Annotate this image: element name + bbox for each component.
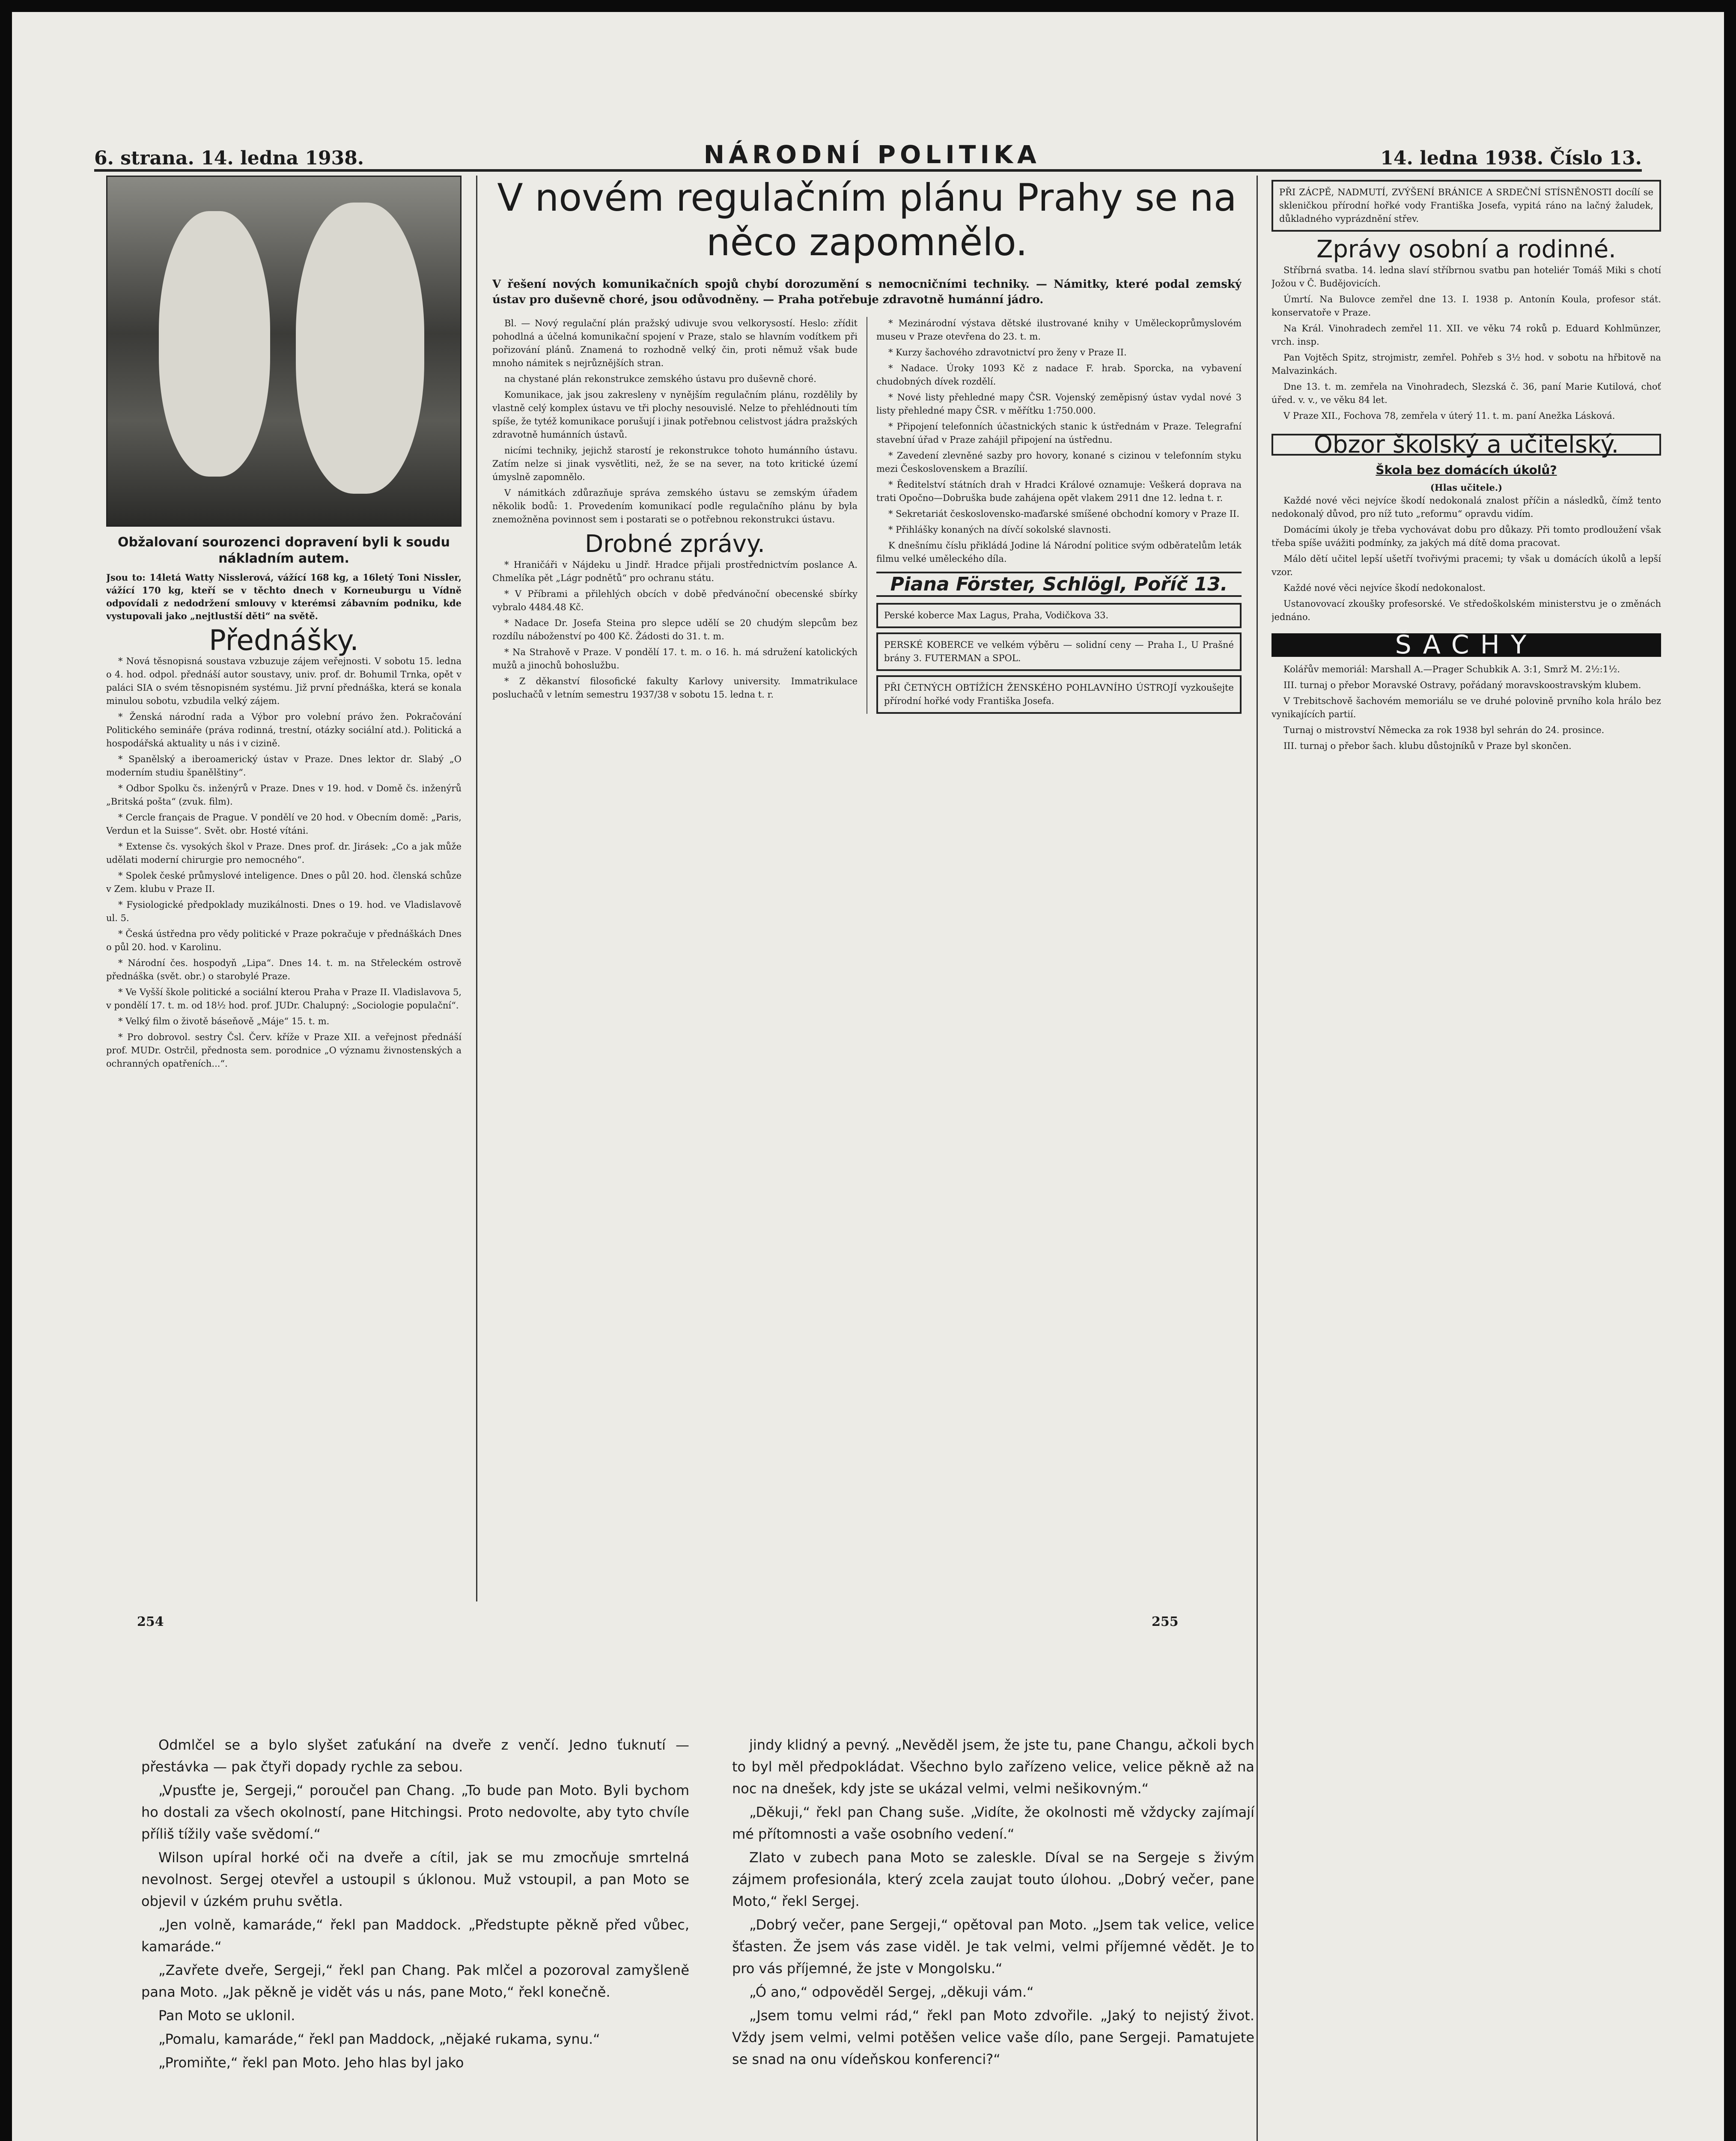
news-item: * Zavedení zlevněné sazby pro hovory, konané s cizinou v telefonním styku mezi Československem a Brazílií. bbox=[876, 450, 1242, 474]
lecture-item: * Ženská národní rada a Výbor pro volební právo žen. Pokračování Politického semináře (práva rodinná, trestní, otázky sociální atd.). Politická a hospodářská aktuality u nás i v cizině. bbox=[106, 712, 462, 748]
personal-item: Na Král. Vinohradech zemřel 11. XII. ve věku 74 roků p. Eduard Kohlmünzer, vrch. insp. bbox=[1271, 323, 1661, 347]
novel-paragraph: „Děkuji,“ řekl pan Chang suše. „Vidíte, že okolnosti mě vždycky zajímají mé přítomnosti a vaše osobního vedení.“ bbox=[732, 1804, 1254, 1842]
novel-paragraph: jindy klidný a pevný. „Nevěděl jsem, že jste tu, pane Changu, ačkoli bych to byl měl předpokládat. Všechno bylo zařízeno velice, velice pěkně až na noc na dnešek, kdy jste se ukázal velmi, velmi nešikovným.“ bbox=[732, 1737, 1254, 1797]
news-item: * Kurzy šachového zdravotnictví pro ženy v Praze II. bbox=[888, 347, 1127, 358]
lecture-item: * Cercle français de Prague. V pondělí ve 20 hod. v Obecním domě: „Paris, Verdun et la Suisse“. Svět. obr. Hosté vítáni. bbox=[106, 812, 462, 836]
news-item: * Ředitelství státních drah v Hradci Králové oznamuje: Veškerá doprava na trati Opočno—Dobruška bude zahájena opět vlakem 2911 dne 12. ledna t. r. bbox=[876, 480, 1242, 503]
news-item: * Sekretariát československo-maďarské smíšené obchodní komory v Praze II. bbox=[888, 509, 1239, 519]
photo-figure-left bbox=[159, 211, 270, 477]
chess-section-title: ŠACHY bbox=[1271, 633, 1661, 657]
lecture-item: * Spanělský a iberoamerický ústav v Praze. Dnes lektor dr. Slabý „O moderním studiu španělštiny“. bbox=[106, 754, 462, 778]
news-photo bbox=[106, 176, 462, 527]
lectures-list bbox=[106, 655, 462, 1070]
advert-box: PERSKÉ KOBERCE ve velkém výběru — solidní ceny — Praha I., U Prašné brány 3. FUTERMAN a SPOL. bbox=[876, 632, 1242, 671]
news-item: * Připojení telefonních účastnických stanic k ústřednám v Praze. Telegrafní stavební úřad v Praze zahájil připojení na ústřednu. bbox=[876, 421, 1242, 445]
news-item: * Z děkanství filosofické fakulty Karlovy university. Immatrikulace posluchačů v letním semestru 1937/38 v sobotu 15. ledna t. r. bbox=[492, 676, 858, 700]
section-lectures-title: Přednášky. bbox=[209, 624, 359, 657]
lecture-item: * Fysiologické předpoklady muzikálnosti. Dnes o 19. hod. ve Vladislavově ul. 5. bbox=[106, 900, 462, 923]
main-article-lead: V řešení nových komunikačních spojů chybí dorozumění s nemocničními techniky. — Námitky, které podal zemský ústav pro duševně choré, jsou odůvodněny. — Praha potřebuje zdravotně humánní jádro. bbox=[492, 278, 1242, 306]
news-item: * Nadace Dr. Josefa Steina pro slepce udělí se 20 chudým slepcům bez rozdílu náboženství po 400 Kč. Žádosti do 31. t. m. bbox=[492, 618, 858, 641]
novel-paragraph: „Dobrý večer, pane Sergeji,“ opětoval pan Moto. „Jsem tak velice, velice šťasten. Že jsem vás zase viděl. Je tak velmi, velmi příjemné vědět. Je to pro vás příjemné, že jste v Mongolsku.“ bbox=[732, 1917, 1254, 1977]
header-right bbox=[1380, 147, 1642, 169]
advert-box: Perské koberce Max Lagus, Praha, Vodičkova 33. bbox=[876, 603, 1242, 628]
school-paragraph: Málo dětí učitel lepší ušetří tvořivými pracemi; ty však u domácích úkolů a lepší vzor. bbox=[1271, 554, 1661, 577]
header-date-right: 14. ledna 1938. bbox=[1380, 147, 1544, 169]
serial-novel-left bbox=[141, 1734, 689, 2075]
news-item: * Na Strahově v Praze. V pondělí 17. t. m. o 16. h. má sdružení katolických mužů a jinochů bohoslužbu. bbox=[492, 647, 858, 671]
page-number-right: 255 bbox=[1152, 1614, 1179, 1629]
column-rule bbox=[1257, 176, 1258, 2141]
article-paragraph: nicími techniky, jejichž starostí je rekonstrukce tohoto humánního ústavu. Zatím nelze si jinak vysvětliti, než, že se na sever, na toto kritické území úmyslně zapomnělo. bbox=[492, 445, 858, 482]
advert-box: PŘI ČETNÝCH OBTÍŽÍCH ŽENSKÉHO POHLAVNÍHO ÚSTROJÍ vyzkoušejte přírodní hořké vody Františka Josefa. bbox=[876, 675, 1242, 714]
masthead: NÁRODNÍ POLITIKA bbox=[703, 140, 1041, 169]
top-right-advert: PŘI ZÁCPĚ, NADMUTÍ, ZVÝŠENÍ BRÁNICE A SRDEČNÍ STÍSNĚNOSTI docílí se skleničkou přírodní hořké vody Františka Josefa, vypitá ráno na lačný žaludek, důkladného vyprázdnění střev. bbox=[1271, 180, 1661, 232]
lecture-item: * Nová těsnopisná soustava vzbuzuje zájem veřejnosti. V sobotu 15. ledna o 4. hod. odpol. přednáší autor soustavy, univ. prof. dr. Bohumil Trnka, opět v paláci SIA o svém těsnopisném systému. Již první přednáška, která se konala minulou sobotu, vzbudila velký zájem. bbox=[106, 656, 462, 706]
article-paragraph: V námitkách zdůrazňuje správa zemského ústavu se zemským úřadem několik bodů: 1. Provedením komunikací podle regulačního plánu by byla znemožněna povinnost sem i postarati se o potřebnou rekonstrukci ústavu. bbox=[492, 488, 858, 525]
school-article-head: Škola bez domácích úkolů? bbox=[1376, 463, 1557, 477]
personal-item: Stříbrná svatba. 14. ledna slaví stříbrnou svatbu pan hoteliér Tomáš Miki s chotí Jožou v Č. Budějovicích. bbox=[1271, 265, 1661, 289]
article-paragraph: Komunikace, jak jsou zakresleny v nynějším regulačním plánu, rozdělily by vlastně celý komplex ústavu ve tři plochy nesouvislé. Nelze to přehlédnouti tím spíše, že tytéž komunikace porušují i jinak potřebnou celistvost jádra pražských zdravotně humánních ústavů. bbox=[492, 390, 858, 440]
novel-paragraph: Zlato v zubech pana Moto se zaleskle. Díval se na Sergeje s živým zájmem profesionála, který zcela zaujat touto úlohou. „Dobrý večer, pane Moto,“ řekl Sergej. bbox=[732, 1849, 1254, 1909]
lecture-item: * Ve Vyšší škole politické a sociální kterou Praha v Praze II. Vladislavova 5, v pondělí 17. t. m. od 18½ hod. prof. JUDr. Chalupný: „Sociologie populační“. bbox=[106, 987, 462, 1011]
photo-caption-body: Jsou to: 14letá Watty Nisslerová, vážící 168 kg, a 16letý Toni Nissler, vážící 170 kg, kteří se v těchto dnech v Korneuburgu u Vídně odpovídali z nedodržení smlouvy v kterémsi zábavním podniku, kde vystupovali jako „nejtlustší děti“ na světě. bbox=[106, 572, 462, 621]
novel-paragraph: „Vpusťte je, Sergeji,“ poroučel pan Chang. „To bude pan Moto. Byli bychom ho dostali za všech okolností, pane Hitchingsi. Proto nedovolte, aby tyto chvíle příliš tížily vaše svědomí.“ bbox=[141, 1782, 689, 1842]
header-page: 6. strana. bbox=[94, 147, 194, 169]
school-article-sub: (Hlas učitele.) bbox=[1430, 482, 1503, 493]
chess-item: III. turnaj o přebor šach. klubu důstojníků v Praze byl skončen. bbox=[1283, 741, 1572, 751]
lecture-item: * Česká ústředna pro vědy politické v Praze pokračuje v přednáškách Dnes o půl 20. hod. v Karolinu. bbox=[106, 929, 462, 952]
novel-paragraph: Odmlčel se a bylo slyšet zaťukání na dveře z venčí. Jedno ťuknutí — přestávka — pak čtyři dopady rychle za sebou. bbox=[141, 1737, 689, 1775]
column-middle bbox=[492, 176, 1242, 1606]
news-item: * V Příbrami a přilehlých obcích v době předvánoční obecenské sbírky vybralo 4484.48 Kč. bbox=[492, 589, 858, 612]
school-paragraph: Ustanovovací zkoušky profesorské. Ve středoškolském ministerstvu je o změnách jednáno. bbox=[1271, 599, 1661, 622]
news-item: * Hraničáři v Nájdeku u Jindř. Hradce přijali prostřednictvím poslance A. Chmelíka pět „Lágr podnětů“ pro ochranu státu. bbox=[492, 560, 858, 583]
chess-item: Kolářův memoriál: Marshall A.—Prager Schubkik A. 3:1, Smrž M. 2½:1½. bbox=[1283, 664, 1620, 674]
serial-novel-right bbox=[732, 1734, 1254, 2072]
news-item: * Mezinárodní výstava dětské ilustrované knihy v Uměleckoprůmyslovém museu v Praze otevřena do 23. t. m. bbox=[876, 318, 1242, 342]
school-paragraph: Každé nové věci nejvíce škodí nedokonalost. bbox=[1283, 583, 1486, 593]
section-small-news-title: Drobné zprávy. bbox=[585, 530, 765, 558]
main-article-title: V novém regulačním plánu Prahy se na něco zapomnělo. bbox=[497, 176, 1237, 264]
news-item: * Nadace. Úroky 1093 Kč z nadace F. hrab. Sporcka, na vybavení chudobných dívek rozdělí. bbox=[876, 363, 1242, 387]
column-right bbox=[1271, 176, 1661, 2141]
lecture-item: * Národní čes. hospodyň „Lipa“. Dnes 14. t. m. na Střeleckém ostrově přednáška (svět. obr.) o starobylé Praze. bbox=[106, 958, 462, 981]
novel-paragraph: „Promiňte,“ řekl pan Moto. Jeho hlas byl jako bbox=[158, 2055, 464, 2071]
lecture-item: * Extense čs. vysokých škol v Praze. Dnes prof. dr. Jirásek: „Co a jak může udělati moderní chirurgie pro nemocného“. bbox=[106, 841, 462, 865]
main-article-body bbox=[492, 317, 1242, 714]
section-personal-title: Zprávy osobní a rodinné. bbox=[1316, 236, 1616, 263]
novel-paragraph: „Jsem tomu velmi rád,“ řekl pan Moto zdvořile. „Jaký to nejistý život. Vždy jsem velmi, velmi potěšen velice vaše dílo, pane Sergeji. Pamatujete se snad na onu vídeňskou konferenci?“ bbox=[732, 2007, 1254, 2067]
novel-paragraph: „Zavřete dveře, Sergeji,“ řekl pan Chang. Pak mlčel a pozoroval zamyšleně pana Moto. „Jak pěkně je vidět vás u nás, pane Moto,“ řekl konečně. bbox=[141, 1962, 689, 2000]
lecture-item: * Spolek české průmyslové inteligence. Dnes o půl 20. hod. členská schůze v Zem. klubu v Praze II. bbox=[106, 871, 462, 894]
header-date-left: 14. ledna 1938. bbox=[201, 147, 364, 169]
lecture-item: * Velký film o životě báseňově „Máje“ 15. t. m. bbox=[118, 1016, 330, 1026]
news-item: * Nové listy přehledné mapy ČSR. Vojenský zeměpisný ústav vydal nové 3 listy přehledné mapy ČSR. v měřítku 1:750.000. bbox=[876, 392, 1242, 416]
column-rule bbox=[476, 176, 477, 1601]
article-paragraph: na chystané plán rekonstrukce zemského ústavu pro duševně choré. bbox=[504, 374, 816, 384]
section-school-title: Obzor školský a učitelský. bbox=[1271, 434, 1661, 456]
article-paragraph: Bl. — Nový regulační plán pražský udivuje svou velkorysostí. Heslo: zřídit pohodlná a účelná komunikační spojení v Praze, stalo se hlavním vodítkem při pořizování plánů. Znamená to rozhodně velký čin, proti němuž však bude mnoho námitek s nejrůznějších stran. bbox=[492, 318, 858, 368]
lecture-item: * Odbor Spolku čs. inženýrů v Praze. Dnes v 19. hod. v Domě čs. inženýrů „Britská pošta“ (zvuk. film). bbox=[106, 783, 462, 807]
header-issue: Číslo 13. bbox=[1550, 147, 1642, 169]
page-number-left: 254 bbox=[137, 1614, 164, 1629]
novel-paragraph: Wilson upíral horké oči na dveře a cítil, jak se mu zmocňuje smrtelná nevolnost. Sergej otevřel a ustoupil s úklonou. Muž vstoupil, a pan Moto se objevil v úzkém pruhu světla. bbox=[141, 1849, 689, 1909]
novel-paragraph: Pan Moto se uklonil. bbox=[158, 2007, 295, 2024]
personal-item: Úmrtí. Na Bulovce zemřel dne 13. I. 1938 p. Antonín Koula, profesor stát. konservatoře v Praze. bbox=[1271, 294, 1661, 318]
chess-item: III. turnaj o přebor Moravské Ostravy, pořádaný moravskoostravským klubem. bbox=[1283, 680, 1641, 690]
column-left bbox=[106, 176, 462, 1606]
piano-advert: Piana Förster, Schlögl, Poříč 13. bbox=[876, 572, 1242, 597]
personal-item: Dne 13. t. m. zemřela na Vinohradech, Slezská č. 36, paní Marie Kutilová, choť úřed. v. v., ve věku 84 let. bbox=[1271, 382, 1661, 405]
news-item: K dnešnímu číslu přikládá Jodine lá Národní politice svým odběratelům leták filmu velké uměleckého díla. bbox=[876, 540, 1242, 564]
news-item: * Přihlášky konaných na dívčí sokolské slavnosti. bbox=[888, 525, 1111, 535]
photo-figure-right bbox=[296, 203, 424, 494]
page-header bbox=[94, 135, 1642, 172]
novel-paragraph: „Pomalu, kamaráde,“ řekl pan Maddock, „nějaké rukama, synu.“ bbox=[158, 2031, 600, 2047]
chess-item: Turnaj o mistrovství Německa za rok 1938 byl sehrán do 24. prosince. bbox=[1283, 725, 1605, 735]
school-paragraph: Každé nové věci nejvíce škodí nedokonalá znalost příčin a následků, čímž tento nedokonalý důvod, pro níž tuto „reformu“ opravdu vidím. bbox=[1271, 495, 1661, 519]
photo-caption-title: Obžalovaní sourozenci dopravení byli k soudu nákladním autem. bbox=[117, 535, 450, 566]
personal-item: V Praze XII., Fochova 78, zemřela v úterý 11. t. m. paní Anežka Lásková. bbox=[1283, 411, 1615, 421]
header-left bbox=[94, 147, 364, 169]
personal-item: Pan Vojtěch Spitz, strojmistr, zemřel. Pohřeb s 3½ hod. v sobotu na hřbitově na Malvazinkách. bbox=[1271, 352, 1661, 376]
lecture-item: * Pro dobrovol. sestry Čsl. Červ. kříže v Praze XII. a veřejnost přednáší prof. MUDr. Ostrčil, přednosta sem. porodnice „O významu živnostenských a ochranných opatřeních...“. bbox=[106, 1032, 462, 1069]
chess-item: V Trebitschově šachovém memoriálu se ve druhé polovině prvního kola hrálo bez vynikajících partií. bbox=[1271, 696, 1661, 719]
novel-paragraph: „Jen volně, kamaráde,“ řekl pan Maddock. „Předstupte pěkně před vůbec, kamaráde.“ bbox=[141, 1917, 689, 1955]
school-paragraph: Domácími úkoly je třeba vychovávat dobu pro důkazy. Při tomto prodloužení však třeba spíše uvážiti podmínky, za jakých má dítě doma pracovat. bbox=[1271, 525, 1661, 548]
novel-paragraph: „Ó ano,“ odpověděl Sergej, „děkuji vám.“ bbox=[749, 1984, 1034, 2000]
